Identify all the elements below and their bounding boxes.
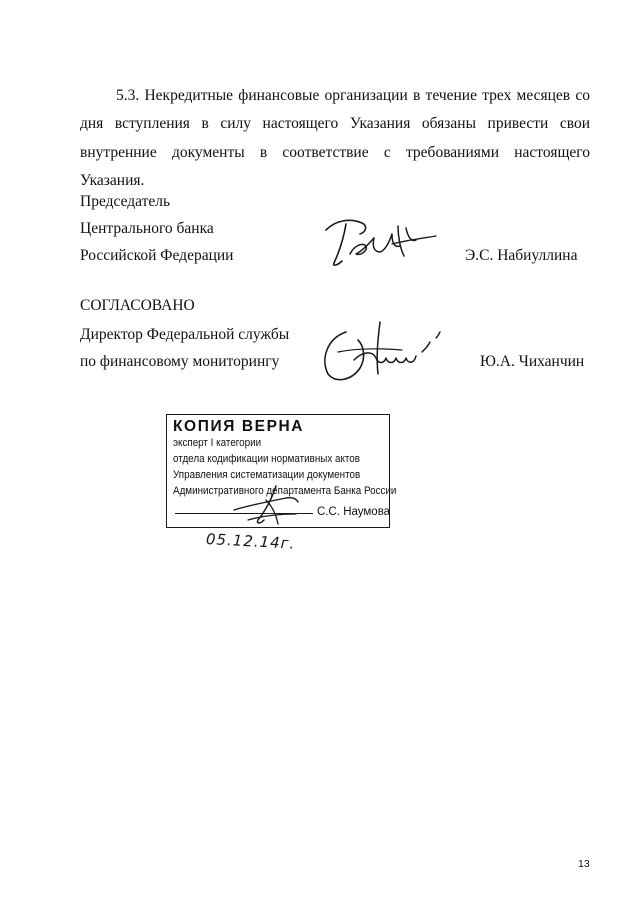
body-paragraph: 5.3. Некредитные финансовые организации в течение трех месяцев со дня вступления в силу настоящего Указания обязаны привести свои внутренние документы в соответствие с требованиями настоящего Указания. [80,86,590,189]
signer-1-title-line-1: Председатель [80,193,171,210]
signer-1-title-line-3: Российской Федерации [80,247,234,264]
signature-1-handwritten [320,208,440,270]
signer-2-title-line-2: по финансовому мониторингу [80,353,280,370]
stamp-signature-handwritten [226,480,306,536]
stamp-line-4: Административного департамента Банка России [173,485,397,497]
stamp-signer-name: С.С. Наумова [317,506,391,518]
stamp-title: КОПИЯ ВЕРНА [173,418,305,435]
signer-1-name: Э.С. Набиуллина [465,247,578,264]
stamp-line-2: отдела кодификации нормативных актов [173,453,361,465]
signer-1-title-line-2: Центрального банка [80,220,214,237]
signature-2-handwritten [318,318,454,390]
stamp-line-3: Управления систематизации документов [173,469,361,481]
approval-heading: СОГЛАСОВАНО [80,297,195,314]
signer-2-name: Ю.А. Чиханчин [480,353,585,370]
handwritten-date: 05.12.14г. [205,530,296,553]
stamp-line-1: эксперт I категории [173,437,262,449]
page-number: 13 [578,858,590,870]
signer-2-title-line-1: Директор Федеральной службы [80,326,290,343]
